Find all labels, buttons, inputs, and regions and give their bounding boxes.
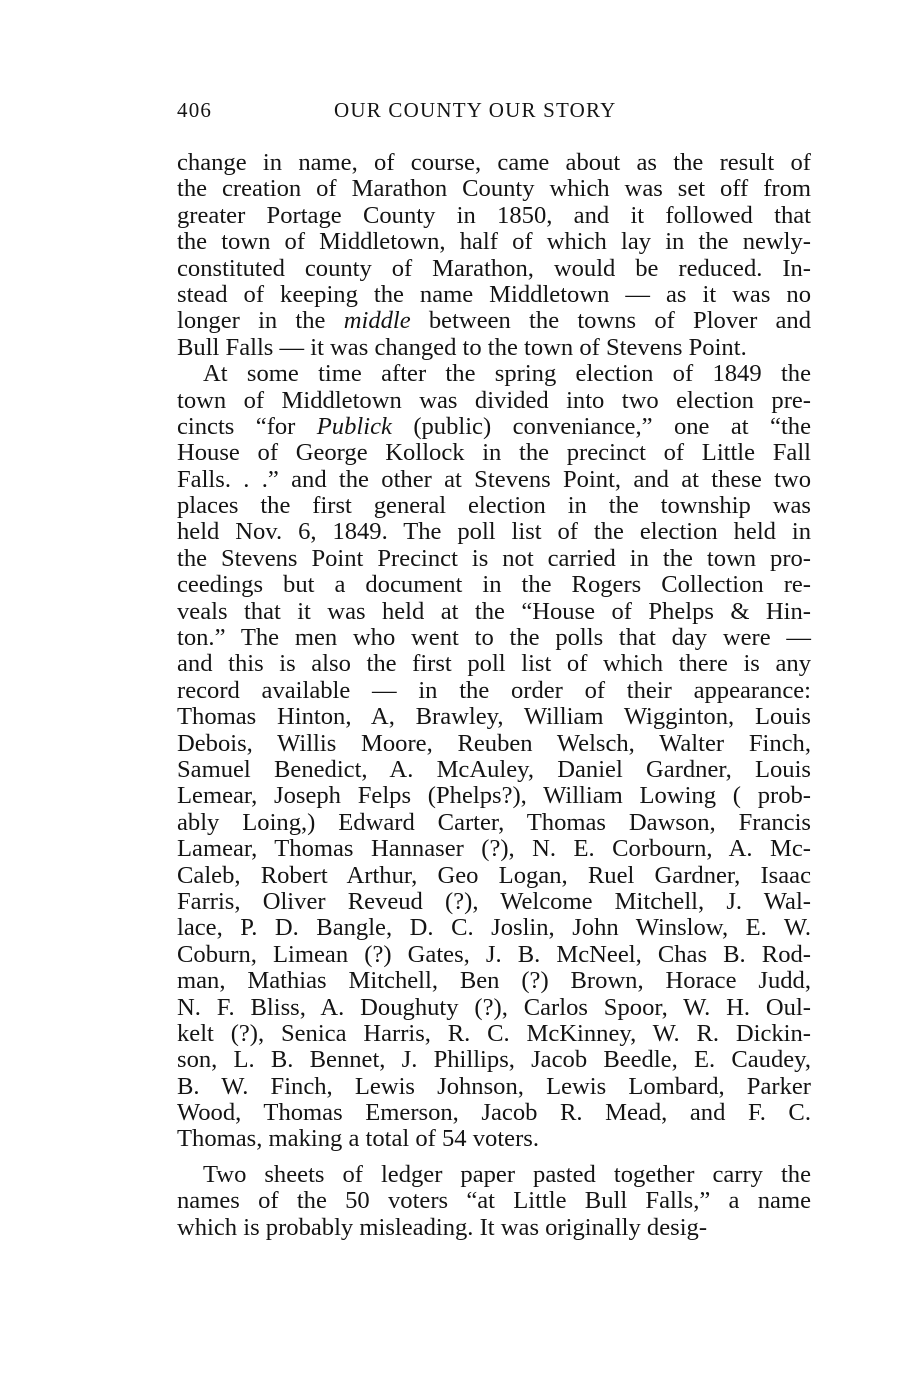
text-line: veals that it was held at the “House of Phelps & Hin- xyxy=(177,597,811,625)
text-line: Thomas Hinton, A, Brawley, William Wigginton, Louis xyxy=(177,703,811,731)
text-line: Caleb, Robert Arthur, Geo Logan, Ruel Gardner, Isaac xyxy=(177,861,811,889)
text-line: man, Mathias Mitchell, Ben (?) Brown, Horace Judd, xyxy=(177,967,811,995)
text-line: longer in the middle between the towns of Plover and xyxy=(177,307,812,335)
text-line: the Stevens Point Precinct is not carried in the town pro- xyxy=(177,544,811,572)
text-line: places the first general election in the township was xyxy=(177,492,811,520)
text-line: the town of Middletown, half of which lay in the newly- xyxy=(177,228,811,256)
italic-word: Publick xyxy=(316,412,392,440)
body-text xyxy=(177,150,811,1241)
text-line: greater Portage County in 1850, and it followed that xyxy=(177,201,811,229)
text-line: Debois, Willis Moore, Reuben Welsch, Walter Finch, xyxy=(177,729,811,757)
italic-word: middle xyxy=(343,307,411,335)
text-line: town of Middletown was divided into two election pre- xyxy=(177,386,811,414)
text-line: lace, P. D. Bangle, D. C. Joslin, John Winslow, E. W. xyxy=(177,914,811,942)
text-line: Farris, Oliver Reveud (?), Welcome Mitchell, J. Wal- xyxy=(177,887,811,915)
text-line: Bull Falls — it was changed to the town of Stevens Point. xyxy=(177,333,747,361)
text-line: son, L. B. Bennet, J. Phillips, Jacob Beedle, E. Caudey, xyxy=(177,1046,811,1074)
text-line: ceedings but a document in the Rogers Collection re- xyxy=(177,571,811,599)
text-line: kelt (?), Senica Harris, R. C. McKinney, W. R. Dickin- xyxy=(177,1019,811,1047)
text-line: ably Loing,) Edward Carter, Thomas Dawson, Francis xyxy=(177,808,811,836)
text-line: At some time after the spring election of 1849 the xyxy=(203,360,811,388)
text-line: ton.” The men who went to the polls that day were — xyxy=(177,624,811,652)
text-line: held Nov. 6, 1849. The poll list of the election held in xyxy=(177,518,811,546)
text-line: which is probably misleading. It was originally desig- xyxy=(177,1213,708,1241)
text-line: names of the 50 voters “at Little Bull Falls,” a name xyxy=(177,1187,811,1215)
text-line: record available — in the order of their appearance: xyxy=(177,676,811,704)
text-line: Samuel Benedict, A. McAuley, Daniel Gardner, Louis xyxy=(177,755,811,783)
text-line: change in name, of course, came about as the result of xyxy=(177,149,811,176)
text-line: Wood, Thomas Emerson, Jacob R. Mead, and F. C. xyxy=(177,1099,811,1127)
book-title: OUR COUNTY OUR STORY xyxy=(334,98,617,122)
text-line: Lamear, Thomas Hannaser (?), N. E. Corbourn, A. Mc- xyxy=(177,835,811,863)
text-line: and this is also the first poll list of which there is any xyxy=(177,650,811,678)
text-line: Falls. . .” and the other at Stevens Point, and at these two xyxy=(177,465,811,493)
text-line: Lemear, Joseph Felps (Phelps?), William Lowing ( prob- xyxy=(177,782,811,810)
text-line: stead of keeping the name Middletown — as it was no xyxy=(177,280,811,308)
text-line: B. W. Finch, Lewis Johnson, Lewis Lombard, Parker xyxy=(177,1072,811,1100)
text-line: House of George Kollock in the precinct of Little Fall xyxy=(177,439,811,467)
text-line: the creation of Marathon County which was set off from xyxy=(177,175,811,203)
text-line: cincts “for Publick (public) conveniance,” one at “the xyxy=(177,412,811,440)
text-line: constituted county of Marathon, would be reduced. In- xyxy=(177,254,811,282)
text-line: Coburn, Limean (?) Gates, J. B. McNeel, Chas B. Rod- xyxy=(177,940,811,968)
text-line: Thomas, making a total of 54 voters. xyxy=(177,1125,540,1153)
running-head xyxy=(177,98,811,130)
text-line: Two sheets of ledger paper pasted together carry the xyxy=(203,1160,811,1188)
text-line: N. F. Bliss, A. Doughuty (?), Carlos Spoor, W. H. Oul- xyxy=(177,993,811,1021)
page-number: 406 xyxy=(177,98,213,122)
